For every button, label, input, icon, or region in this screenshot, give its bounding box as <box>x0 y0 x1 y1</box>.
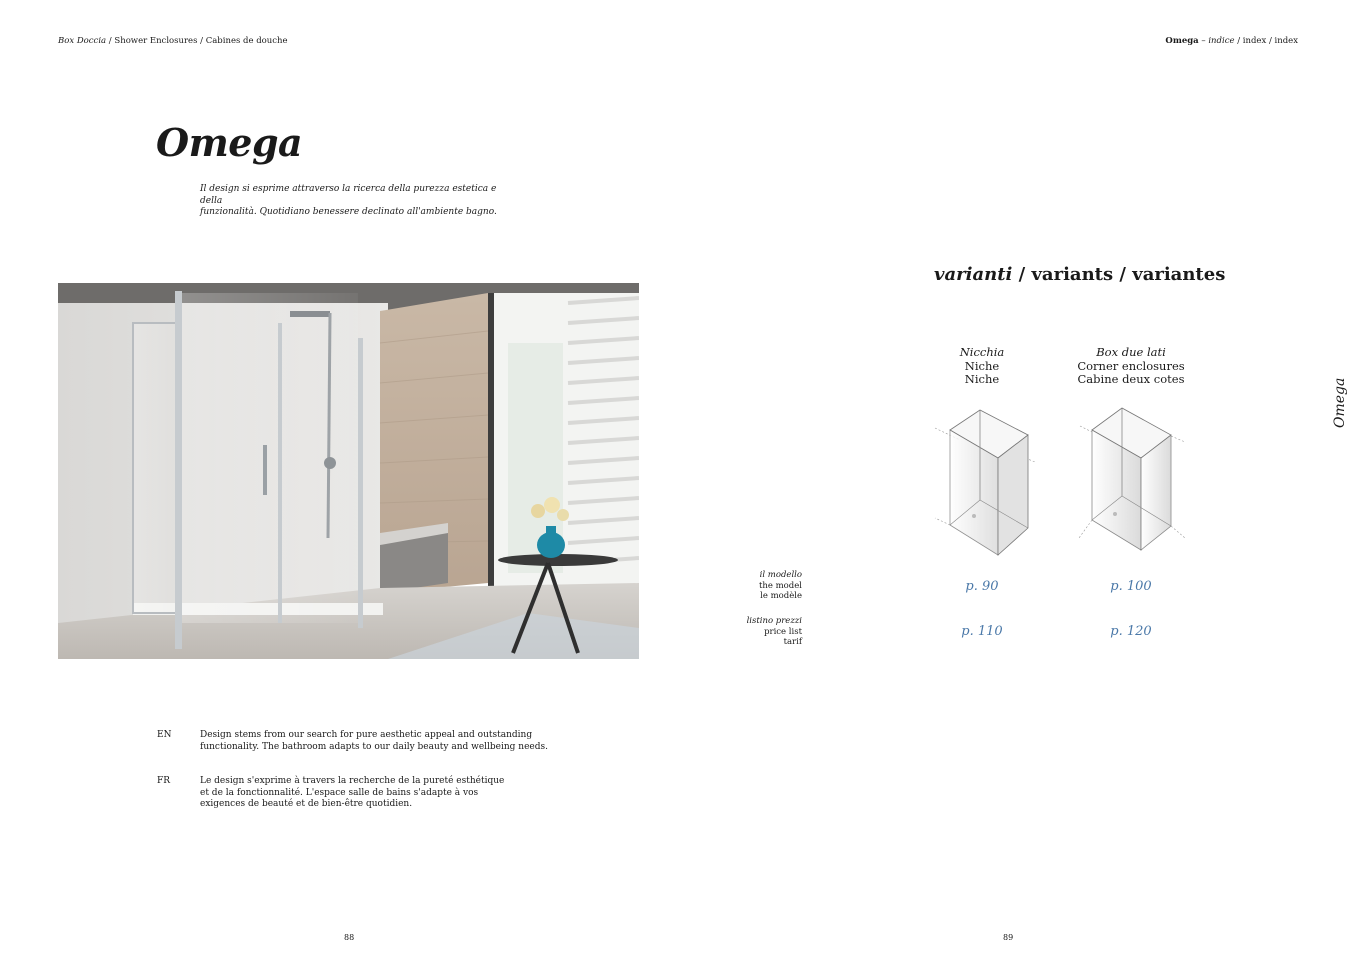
corner-model-page-link[interactable]: p. 100 <box>1110 579 1152 594</box>
variant-niche-fr: Niche <box>964 372 1000 386</box>
product-photo <box>58 283 639 659</box>
side-tab-label[interactable]: Omega <box>1332 377 1348 428</box>
variant-corner-heading <box>1046 346 1216 387</box>
niche-diagram <box>930 400 1040 564</box>
variant-corner-fr: Cabine deux cotes <box>1077 372 1185 386</box>
niche-model-page-link[interactable]: p. 90 <box>965 579 999 594</box>
page-number-right: 89 <box>1003 933 1014 942</box>
header-right-part4[interactable]: index <box>1274 36 1298 46</box>
variants-title-sep1: / <box>1012 264 1032 285</box>
variants-title <box>934 264 1225 285</box>
variant-niche-it: Nicchia <box>959 345 1005 359</box>
niche-price-page-link[interactable]: p. 110 <box>961 624 1003 639</box>
intro-line-2: funzionalità. Quotidiano benessere declinato all'ambiente bagno. <box>200 207 497 217</box>
header-right-sep1: – <box>1198 36 1209 46</box>
fr-line-1: Le design s'exprime à travers la recherche de la pureté esthétique <box>200 776 505 786</box>
header-left-sep2: / <box>197 36 206 46</box>
variant-corner-it: Box due lati <box>1096 345 1166 359</box>
variants-title-en: variants <box>1031 264 1114 285</box>
header-right-part2[interactable]: indice <box>1208 36 1235 46</box>
header-right-part1: Omega <box>1165 36 1199 46</box>
running-header-right <box>1165 36 1298 46</box>
variants-title-fr: variantes <box>1132 264 1226 285</box>
row-model-it: il modello <box>759 570 802 580</box>
corner-price-page-link[interactable]: p. 120 <box>1110 624 1152 639</box>
corner-diagram <box>1075 400 1190 564</box>
page-number-left: 88 <box>344 933 355 942</box>
header-left-part3: Cabines de douche <box>205 36 288 46</box>
fr-line-2: et de la fonctionnalité. L'espace salle de bains s'adapte à vos <box>200 787 479 798</box>
running-header-left <box>58 36 288 46</box>
row-price-en: price list <box>764 626 802 637</box>
en-line-1: Design stems from our search for pure aesthetic appeal and outstanding <box>200 730 533 740</box>
header-right-sep2: / <box>1234 36 1243 46</box>
row-model-fr: le modèle <box>760 591 802 601</box>
en-text <box>200 730 548 753</box>
intro-text <box>200 184 500 219</box>
row-label-model <box>682 570 802 602</box>
fr-code: FR <box>157 776 171 786</box>
variant-corner-en: Corner enclosures <box>1077 358 1185 373</box>
variant-niche-heading <box>897 346 1067 387</box>
variants-title-sep2: / <box>1113 264 1133 285</box>
row-model-en: the model <box>759 580 802 591</box>
header-right-part3[interactable]: index <box>1242 36 1267 46</box>
header-left-part1: Box Doccia <box>58 36 107 46</box>
product-title: Omega <box>156 120 303 165</box>
row-price-fr: tarif <box>783 637 802 647</box>
intro-line-1: Il design si esprime attraverso la ricerca della purezza estetica e della <box>200 184 497 206</box>
row-price-it: listino prezzi <box>746 616 802 626</box>
fr-line-3: exigences de beauté et de bien-être quotidien. <box>200 799 413 809</box>
fr-text <box>200 776 504 811</box>
header-right-sep3: / <box>1266 36 1275 46</box>
header-left-part2: Shower Enclosures <box>114 36 198 46</box>
header-left-sep1: / <box>106 36 115 46</box>
en-code: EN <box>157 730 172 740</box>
variants-title-it: varianti <box>934 264 1013 285</box>
variant-niche-en: Niche <box>964 358 1000 373</box>
en-line-2: functionality. The bathroom adapts to our daily beauty and wellbeing needs. <box>200 741 548 752</box>
row-label-price <box>682 616 802 648</box>
